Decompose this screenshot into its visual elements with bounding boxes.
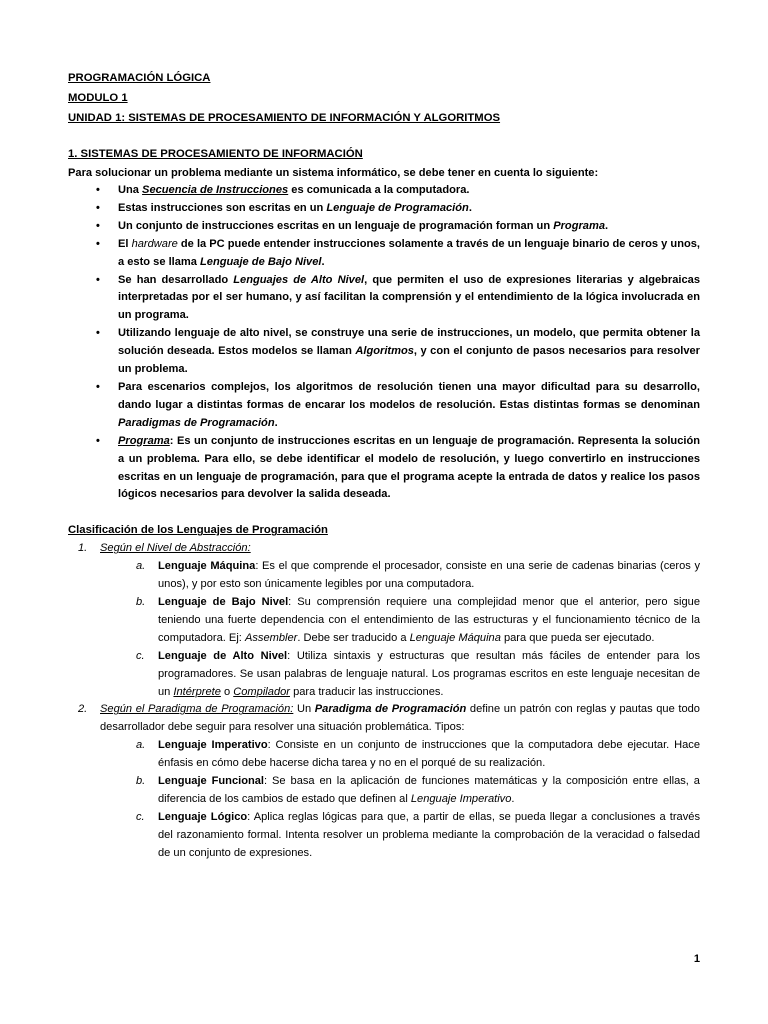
list-item [100,737,700,773]
sub-item-text: . [511,793,515,805]
bullet-text-part: Se han desarrollado [118,273,234,286]
list-item [68,236,700,272]
list-item [68,182,700,200]
bullet-text-part: Una [118,184,143,196]
sub-item-emphasis: Intérprete [173,685,221,698]
bullet-emphasis: Lenguaje de Programación [326,201,469,214]
sub-item-emphasis: Assembler [244,631,298,644]
bullet-emphasis: Algoritmos [355,345,414,358]
list-item [100,558,700,594]
bullet-text-part: . [468,201,472,214]
sub-item-text: : Su comprensión requiere una complejidad menor que el anterior, pero sigue teniendo una fuerte dependencia con el entendimiento de las estructuras y el funcionamiento técnico de la computadora. Ej: [158,596,700,644]
list-item [100,594,700,648]
bullet-emphasis: Paradigmas de Programación [118,416,275,429]
sub-item-text: : Se basa en la aplicación de funciones matemáticas y la composición entre ellas, a diferencia de los cambios de estado que definen al [158,775,700,805]
numbered-item-text: define un patrón con reglas y pautas que todo desarrollador debe seguir para resolver una situación problemática. Tipos: [100,703,700,734]
list-marker: b. [136,775,146,788]
sublist-level-2 [100,737,700,862]
bullet-text-part: , y con el conjunto de pasos necesarios para resolver un problema. [118,345,700,376]
sub-item-text: para traducir las instrucciones. [289,685,444,698]
sub-item-term: Lenguaje de Alto Nivel [158,649,288,662]
sub-item-term: Lenguaje Funcional [158,775,265,788]
bullet-text-part: es comunicada a la computadora. [288,184,470,196]
list-item [68,379,700,433]
list-marker: c. [136,649,145,662]
numbered-item-emphasis: Según el Paradigma de Programación: [100,703,294,716]
list-item [68,218,700,236]
sub-item-term: Lenguaje Imperativo [158,739,268,752]
bullet-term: Programa [118,434,170,447]
section-2-title [68,520,700,540]
bullet-text-part: : Es un conjunto de instrucciones escritas en un lenguaje de programación. Representa la solución a un problema. Para ello, se debe identificar el modelo de resolución, y luego convertirlo en instrucciones escritas en un lenguaje de programación, para que el programa acepte la entrada de datos y realice los pasos lógicos necesarios para devolver la salida deseada. [118,434,700,501]
numbered-item-heading [100,701,700,737]
sub-item-term: Lenguaje Máquina [158,560,256,573]
section-1-lead: Para solucionar un problema mediante un sistema informático, se debe tener en cuenta lo siguiente: [68,167,599,179]
spacer [68,504,700,520]
list-marker: b. [136,596,146,609]
section-1-title [68,144,700,164]
bullet-text-part: Para escenarios complejos, los algoritmos de resolución tienen una mayor dificultad para su desarrollo, dando lugar a distintas formas de encarar los modelos de resolución. Estas distintas formas se denominan [118,380,700,411]
document-body [68,68,700,863]
sub-item-emphasis: Lenguaje Máquina [409,631,501,644]
bullet-text-part: . [321,255,325,268]
sub-item-emphasis: Compilador [233,685,290,698]
list-marker: 1. [78,542,88,555]
section-1-title-text: 1. SISTEMAS DE PROCESAMIENTO DE INFORMACIÓN [68,148,363,160]
sub-item-term: Lenguaje Lógico [158,810,248,823]
list-item [68,433,700,505]
list-marker: c. [136,810,145,823]
list-item [68,701,700,862]
numbered-item-text: Un [293,703,315,716]
list-item [68,272,700,326]
list-item [68,200,700,218]
bullet-text-part: de la PC puede entender instrucciones solamente a través de un lenguaje binario de ceros y unos, a esto se llama [118,237,701,268]
page-number: 1 [693,953,700,965]
list-item [68,325,700,379]
sub-item-emphasis: Lenguaje Imperativo [410,793,512,805]
classification-list [68,540,700,862]
bullet-text-part: , que permiten el uso de expresiones literarias y algebraicas interpretadas por el ser humano, y así facilitan la comprensión y el entendimiento de la lógica involucrada en un programa. [118,273,701,322]
bullet-text-part: . [605,219,609,232]
list-item [100,809,700,863]
sub-item-text: : Aplica reglas lógicas para que, a partir de ellas, se pueda llegar a conclusiones a través del razonamiento formal. Intenta resolver un problema mediante la comprobación de la veracidad o falsedad de un conjunto de expresiones. [158,810,700,859]
list-marker: a. [136,739,146,752]
module-heading [68,88,700,108]
unit-heading-text: UNIDAD 1: SISTEMAS DE PROCESAMIENTO DE INFORMACIÓN Y ALGORITMOS [68,112,501,124]
bullet-text-part: Utilizando lenguaje de alto nivel, se construye una serie de instrucciones, un modelo, que permita obtener la solución deseada. Estos modelos se llaman [118,327,700,358]
unit-heading [68,108,700,128]
spacer [68,128,700,144]
numbered-item-heading [100,540,700,558]
numbered-item-emphasis: Según el Nivel de Abstracción: [100,542,251,555]
sub-item-text: . Debe ser traducido a [297,631,410,644]
list-item [100,648,700,702]
bullet-emphasis: Lenguajes de Alto Nivel [233,273,365,286]
sub-item-term: Lenguaje de Bajo Nivel [158,596,289,609]
sublist-level-1 [100,558,700,701]
sub-item-text: : Consiste en un conjunto de instrucciones que la computadora debe ejecutar. Hace énfasis en cómo debe hacerse dicha tarea y no en el porqué de su realización. [158,739,700,770]
bullet-text-part: El [118,237,132,250]
list-item [68,540,700,701]
bullet-text-part: Estas instrucciones son escritas en un [118,201,327,214]
sub-item-text: : Es el que comprende el procesador, consiste en una serie de cadenas binarias (ceros y unos), y por esto son únicamente legibles por una computadora. [158,560,700,591]
sub-item-text: o [220,685,234,698]
bullet-emphasis: Secuencia de Instrucciones [142,184,289,196]
list-marker: 2. [78,703,88,716]
sub-item-text: para que pueda ser ejecutado. [500,631,655,644]
bullet-emphasis: Programa [553,219,605,232]
document-title-text: PROGRAMACIÓN LÓGICA [68,72,211,84]
list-marker: a. [136,560,146,573]
list-item [100,773,700,809]
bullet-emphasis: hardware [131,237,178,250]
module-heading-text: MODULO 1 [68,92,128,104]
bullet-emphasis: Lenguaje de Bajo Nivel [200,255,322,268]
sub-item-text: : Utiliza sintaxis y estructuras que resultan más fáciles de entender para los programadores. Se usan palabras de lenguaje natural. Los programas escritos en este lenguaje necesitan de un [158,649,700,698]
document-title [68,68,700,88]
bullet-text-part: Un conjunto de instrucciones escritas en un lenguaje de programación forman un [118,219,554,232]
bullet-text-part: . [274,416,278,429]
section-1-bullet-list [68,182,700,504]
section-2-title-text: Clasificación de los Lenguajes de Programación [68,524,328,537]
numbered-item-strong: Paradigma de Programación [314,703,467,716]
